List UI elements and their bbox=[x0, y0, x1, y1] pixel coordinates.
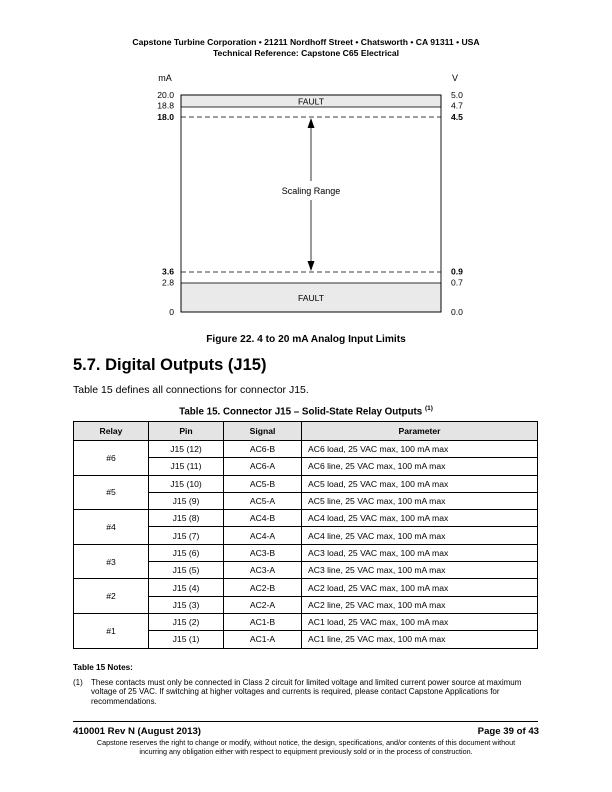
footer-page-number: Page 39 of 43 bbox=[477, 726, 539, 737]
relay-cell: #6 bbox=[74, 441, 149, 476]
table-row bbox=[74, 544, 538, 561]
ma-tick-label: 18.0 bbox=[157, 112, 174, 122]
pin-cell: J15 (8) bbox=[149, 510, 224, 527]
table-title-footnote-ref: (1) bbox=[424, 405, 433, 412]
pin-cell: J15 (4) bbox=[149, 579, 224, 596]
header-pin: Pin bbox=[149, 422, 224, 441]
header-doc-title: Technical Reference: Capstone C65 Electrical bbox=[212, 48, 400, 58]
header-parameter: Parameter bbox=[302, 422, 538, 441]
signal-cell: AC3-B bbox=[224, 544, 302, 561]
relay-cell: #4 bbox=[74, 510, 149, 545]
table-row bbox=[74, 510, 538, 527]
voltage-tick-label: 0.9 bbox=[451, 266, 463, 277]
table-title bbox=[0, 405, 612, 417]
fault-label-top: FAULT bbox=[297, 96, 325, 107]
table-row bbox=[74, 441, 538, 458]
header-company-line: Capstone Turbine Corporation • 21211 Nordhoff Street • Chatsworth • CA 91311 • USA bbox=[132, 37, 480, 47]
footer-doc-id: 410001 Rev N (August 2013) bbox=[73, 726, 201, 737]
section-title: 5.7. Digital Outputs (J15) bbox=[73, 356, 267, 374]
right-unit-label: V bbox=[451, 73, 459, 83]
note-text: These contacts must only be connected in Class 2 circuit for limited voltage and limited current power source at maximum voltage of 25 VAC. If switching at higher voltages and currents is required, please contact Capstone Applications for recommendations. bbox=[91, 678, 522, 706]
signal-cell: AC4-A bbox=[224, 527, 302, 544]
voltage-tick-label: 0.7 bbox=[451, 277, 463, 288]
pin-cell: J15 (7) bbox=[149, 527, 224, 544]
ma-tick-label: 20.0 bbox=[157, 90, 174, 100]
footer-divider bbox=[73, 721, 538, 722]
parameter-cell: AC6 load, 25 VAC max, 100 mA max bbox=[302, 441, 538, 458]
signal-cell: AC6-A bbox=[224, 458, 302, 475]
figure-caption: Figure 22. 4 to 20 mA Analog Input Limits bbox=[206, 334, 406, 345]
relay-cell: #3 bbox=[74, 544, 149, 579]
signal-cell: AC1-B bbox=[224, 613, 302, 630]
ma-tick-label: 18.8 bbox=[157, 100, 174, 111]
table-body bbox=[74, 441, 538, 649]
pin-cell: J15 (5) bbox=[149, 562, 224, 579]
relay-cell: #5 bbox=[74, 475, 149, 510]
footer-disclaimer bbox=[0, 739, 612, 756]
note-item bbox=[73, 678, 543, 706]
table-header-row bbox=[74, 422, 538, 441]
parameter-cell: AC4 line, 25 VAC max, 100 mA max bbox=[302, 527, 538, 544]
parameter-cell: AC3 line, 25 VAC max, 100 mA max bbox=[302, 562, 538, 579]
voltage-tick-label: 4.5 bbox=[451, 112, 463, 122]
voltage-tick-label: 4.7 bbox=[451, 100, 463, 111]
signal-cell: AC5-B bbox=[224, 475, 302, 492]
disclaimer-line-2: incurring any obligation either with respect to equipment previously sold or in the process of construction. bbox=[139, 746, 473, 756]
ma-tick-label: 0 bbox=[169, 307, 174, 317]
pin-cell: J15 (12) bbox=[149, 441, 224, 458]
ma-tick-label: 2.8 bbox=[162, 277, 174, 288]
pin-cell: J15 (3) bbox=[149, 596, 224, 613]
parameter-cell: AC5 line, 25 VAC max, 100 mA max bbox=[302, 492, 538, 509]
arrow-head-down bbox=[308, 261, 315, 271]
analog-input-limits-figure bbox=[140, 70, 480, 320]
signal-cell: AC4-B bbox=[224, 510, 302, 527]
notes-heading: Table 15 Notes: bbox=[73, 663, 133, 672]
table-row bbox=[74, 475, 538, 492]
parameter-cell: AC3 load, 25 VAC max, 100 mA max bbox=[302, 544, 538, 561]
table-title-text: Table 15. Connector J15 – Solid-State Relay Outputs bbox=[179, 406, 423, 418]
header-relay: Relay bbox=[74, 422, 149, 441]
pin-cell: J15 (1) bbox=[149, 631, 224, 648]
pin-cell: J15 (9) bbox=[149, 492, 224, 509]
pin-cell: J15 (6) bbox=[149, 544, 224, 561]
signal-cell: AC1-A bbox=[224, 631, 302, 648]
parameter-cell: AC4 load, 25 VAC max, 100 mA max bbox=[302, 510, 538, 527]
signal-cell: AC5-A bbox=[224, 492, 302, 509]
relay-cell: #2 bbox=[74, 579, 149, 614]
signal-cell: AC2-B bbox=[224, 579, 302, 596]
table-row bbox=[74, 613, 538, 630]
voltage-tick-label: 0.0 bbox=[451, 307, 463, 317]
section-intro: Table 15 defines all connections for connector J15. bbox=[73, 384, 309, 396]
parameter-cell: AC1 line, 25 VAC max, 100 mA max bbox=[302, 631, 538, 648]
signal-cell: AC2-A bbox=[224, 596, 302, 613]
parameter-cell: AC1 load, 25 VAC max, 100 mA max bbox=[302, 613, 538, 630]
relay-outputs-table bbox=[73, 421, 538, 649]
header-signal: Signal bbox=[224, 422, 302, 441]
disclaimer-line-1: Capstone reserves the right to change or modify, without notice, the design, specifications, and/or contents of this document without bbox=[96, 738, 516, 747]
left-unit-label: mA bbox=[158, 73, 172, 83]
pin-cell: J15 (2) bbox=[149, 613, 224, 630]
relay-cell: #1 bbox=[74, 613, 149, 648]
arrow-head-up bbox=[308, 118, 315, 128]
ma-tick-label: 3.6 bbox=[162, 266, 174, 277]
voltage-tick-label: 5.0 bbox=[451, 90, 463, 100]
parameter-cell: AC2 load, 25 VAC max, 100 mA max bbox=[302, 579, 538, 596]
parameter-cell: AC6 line, 25 VAC max, 100 mA max bbox=[302, 458, 538, 475]
table-row bbox=[74, 579, 538, 596]
pin-cell: J15 (10) bbox=[149, 475, 224, 492]
pin-cell: J15 (11) bbox=[149, 458, 224, 475]
parameter-cell: AC5 load, 25 VAC max, 100 mA max bbox=[302, 475, 538, 492]
note-number: (1) bbox=[73, 678, 83, 687]
fault-label-bottom: FAULT bbox=[297, 293, 325, 303]
signal-cell: AC6-B bbox=[224, 441, 302, 458]
scaling-range-label: Scaling Range bbox=[281, 186, 341, 196]
parameter-cell: AC2 line, 25 VAC max, 100 mA max bbox=[302, 596, 538, 613]
signal-cell: AC3-A bbox=[224, 562, 302, 579]
